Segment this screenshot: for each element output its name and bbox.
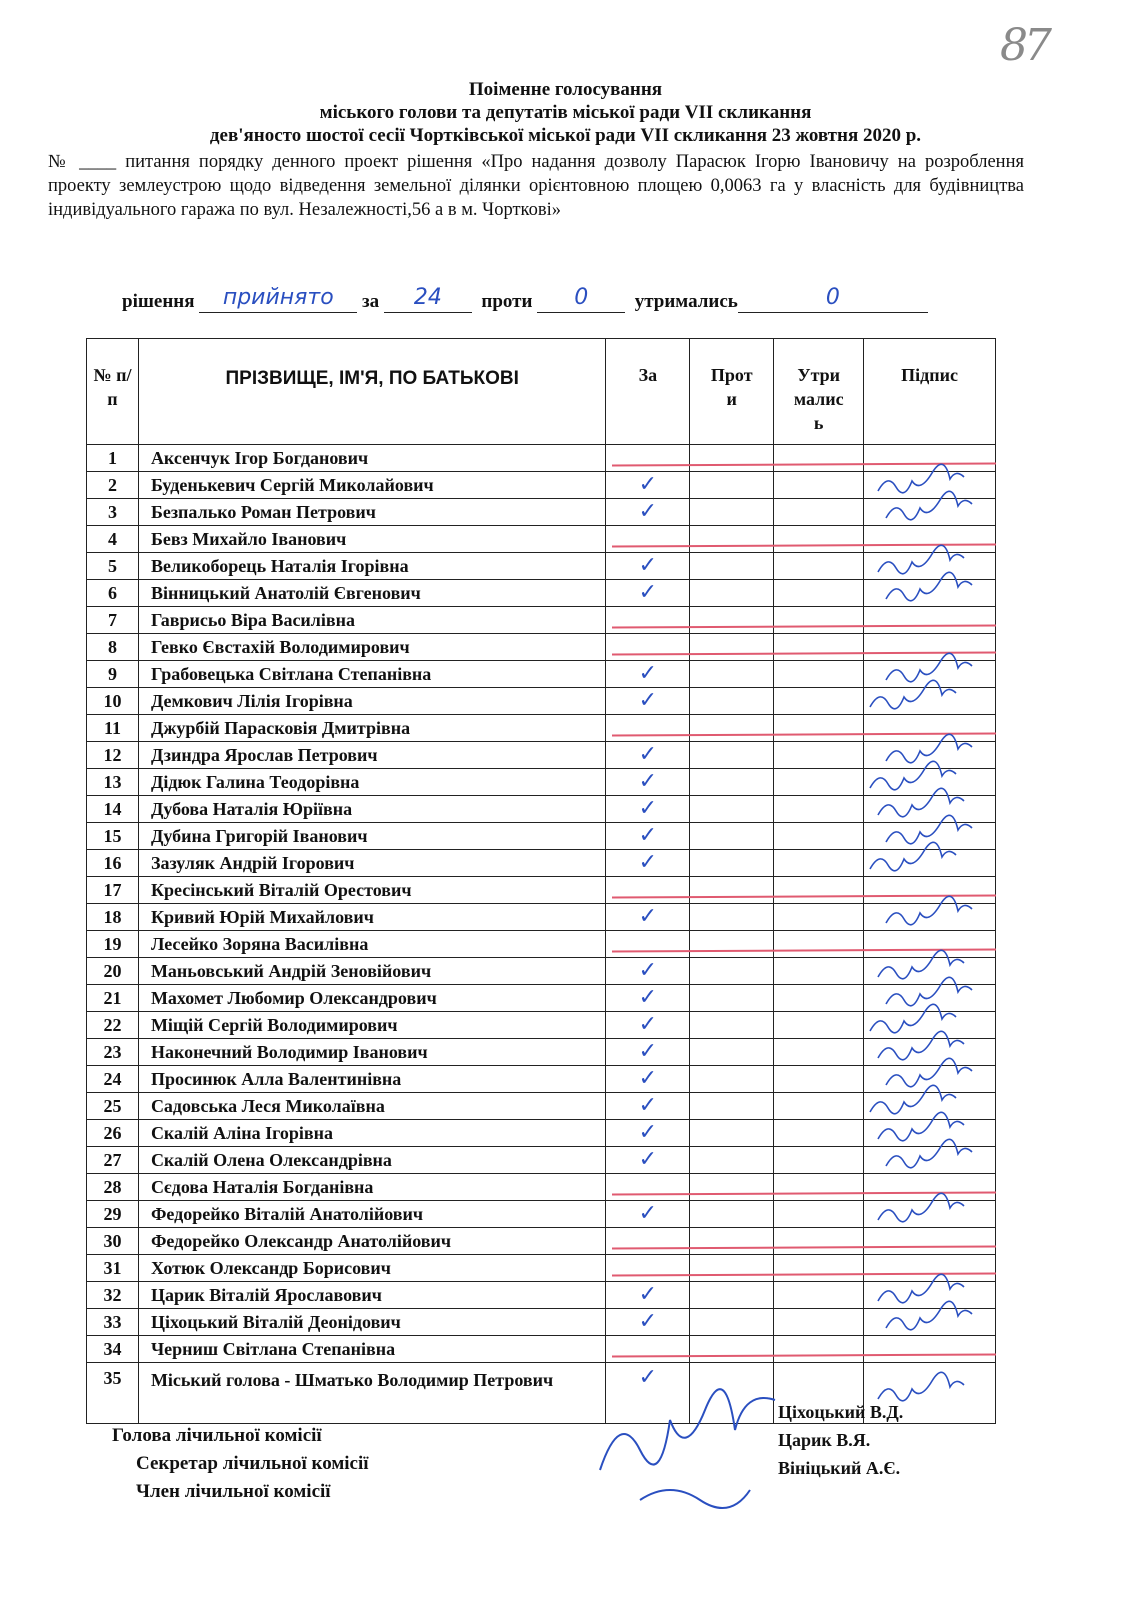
row-against-cell (690, 1336, 774, 1363)
row-signature-cell (864, 1201, 996, 1228)
row-number: 7 (87, 607, 139, 634)
row-abstain-cell (774, 850, 864, 877)
row-name: Джурбій Парасковія Дмитрівна (138, 715, 606, 742)
row-against-cell (690, 1147, 774, 1174)
row-signature-cell (864, 1012, 996, 1039)
row-abstain-cell (774, 931, 864, 958)
col-header-signature: Підпис (864, 339, 996, 445)
row-number: 17 (87, 877, 139, 904)
row-signature-cell (864, 1282, 996, 1309)
row-number: 29 (87, 1201, 139, 1228)
row-signature-cell (864, 1336, 996, 1363)
role-secretary: Секретар лічильної комісії (136, 1453, 369, 1474)
row-against-cell (690, 472, 774, 499)
col-header-abstain: Утри малис ь (774, 339, 864, 445)
row-abstain-cell (774, 1093, 864, 1120)
row-for-mark: ✓ (606, 1012, 690, 1039)
row-for-mark: ✓ (606, 499, 690, 526)
row-signature-cell (864, 958, 996, 985)
row-signature-cell (864, 1066, 996, 1093)
row-number: 35 (87, 1363, 139, 1424)
row-name: Дідюк Галина Теодорівна (138, 769, 606, 796)
decision-label: рішення (122, 291, 195, 312)
row-abstain-cell (774, 958, 864, 985)
row-against-cell (690, 688, 774, 715)
table-row (87, 1039, 996, 1066)
row-number: 23 (87, 1039, 139, 1066)
table-row (87, 904, 996, 931)
row-signature-cell (864, 688, 996, 715)
table-row (87, 580, 996, 607)
abstain-count: 0 (738, 288, 928, 313)
row-abstain-cell (774, 904, 864, 931)
row-for-mark (606, 715, 690, 742)
row-for-mark: ✓ (606, 742, 690, 769)
heading-subtitle: міського голови та депутатів міської ради VII скликання (319, 102, 812, 123)
row-signature-cell (864, 445, 996, 472)
row-name: Скалій Аліна Ігорівна (138, 1120, 606, 1147)
row-abstain-cell (774, 1309, 864, 1336)
row-for-mark: ✓ (606, 553, 690, 580)
table-row (87, 688, 996, 715)
row-for-mark: ✓ (606, 904, 690, 931)
row-name: Грабовецька Світлана Степанівна (138, 661, 606, 688)
row-signature-cell (864, 661, 996, 688)
table-row (87, 1336, 996, 1363)
row-number: 2 (87, 472, 139, 499)
row-abstain-cell (774, 1120, 864, 1147)
row-number: 10 (87, 688, 139, 715)
row-against-cell (690, 715, 774, 742)
row-abstain-cell (774, 1012, 864, 1039)
table-row (87, 985, 996, 1012)
row-for-mark (606, 607, 690, 634)
row-against-cell (690, 931, 774, 958)
row-name: Черниш Світлана Степанівна (138, 1336, 606, 1363)
table-row (87, 445, 996, 472)
col-header-against: Прот и (690, 339, 774, 445)
row-name: Скалій Олена Олександрівна (138, 1147, 606, 1174)
col-header-for: За (606, 339, 690, 445)
table-row (87, 1093, 996, 1120)
row-name: Лесейко Зоряна Василівна (138, 931, 606, 958)
row-for-mark: ✓ (606, 823, 690, 850)
row-against-cell (690, 526, 774, 553)
decision-value: прийнято (199, 288, 357, 313)
col-header-num: № п/п (87, 339, 139, 445)
row-against-cell (690, 580, 774, 607)
decision-line (122, 285, 1002, 313)
row-abstain-cell (774, 715, 864, 742)
row-against-cell (690, 1120, 774, 1147)
row-abstain-cell (774, 499, 864, 526)
row-abstain-cell (774, 526, 864, 553)
row-against-cell (690, 661, 774, 688)
row-name: Міщій Сергій Володимирович (138, 1012, 606, 1039)
row-number: 3 (87, 499, 139, 526)
row-name: Царик Віталій Ярославович (138, 1282, 606, 1309)
row-for-mark (606, 1255, 690, 1282)
row-name: Дубова Наталія Юріївна (138, 796, 606, 823)
row-for-mark (606, 526, 690, 553)
row-abstain-cell (774, 1039, 864, 1066)
row-name: Дубина Григорій Іванович (138, 823, 606, 850)
row-name: Кривий Юрій Михайлович (138, 904, 606, 931)
row-for-mark (606, 445, 690, 472)
row-abstain-cell (774, 607, 864, 634)
row-signature-cell (864, 526, 996, 553)
row-for-mark: ✓ (606, 796, 690, 823)
row-name: Дзиндра Ярослав Петрович (138, 742, 606, 769)
name-chair: Ціхоцький В.Д. (778, 1402, 904, 1422)
row-signature-cell (864, 1228, 996, 1255)
row-against-cell (690, 823, 774, 850)
table-row (87, 1174, 996, 1201)
row-abstain-cell (774, 553, 864, 580)
row-signature-cell (864, 931, 996, 958)
row-for-mark: ✓ (606, 1039, 690, 1066)
table-row (87, 958, 996, 985)
row-abstain-cell (774, 472, 864, 499)
row-number: 12 (87, 742, 139, 769)
against-label: проти (481, 291, 533, 312)
table-row (87, 1066, 996, 1093)
table-row (87, 1255, 996, 1282)
row-abstain-cell (774, 580, 864, 607)
row-against-cell (690, 1282, 774, 1309)
heading-title: Поіменне голосування (468, 79, 663, 100)
row-against-cell (690, 1309, 774, 1336)
row-against-cell (690, 553, 774, 580)
row-number: 34 (87, 1336, 139, 1363)
row-number: 14 (87, 796, 139, 823)
row-name: Ціхоцький Віталій Деонідович (138, 1309, 606, 1336)
row-against-cell (690, 1201, 774, 1228)
row-number: 19 (87, 931, 139, 958)
row-name: Федорейко Олександр Анатолійович (138, 1228, 606, 1255)
row-signature-cell (864, 499, 996, 526)
row-signature-cell (864, 1120, 996, 1147)
row-for-mark (606, 1174, 690, 1201)
row-against-cell (690, 1066, 774, 1093)
row-abstain-cell (774, 1147, 864, 1174)
for-count: 24 (384, 288, 472, 313)
table-row (87, 742, 996, 769)
row-against-cell (690, 1255, 774, 1282)
table-row (87, 796, 996, 823)
vote-table-body (87, 445, 996, 1424)
row-abstain-cell (774, 985, 864, 1012)
row-name: Демкович Лілія Ігорівна (138, 688, 606, 715)
row-signature-cell (864, 877, 996, 904)
row-for-mark: ✓ (606, 1282, 690, 1309)
row-number: 1 (87, 445, 139, 472)
row-number: 20 (87, 958, 139, 985)
row-against-cell (690, 1174, 774, 1201)
row-name: Міський голова - Шматько Володимир Петрович (138, 1363, 606, 1424)
table-row (87, 526, 996, 553)
table-row (87, 715, 996, 742)
row-number: 33 (87, 1309, 139, 1336)
row-name: Гаврисьо Віра Василівна (138, 607, 606, 634)
table-row (87, 1012, 996, 1039)
row-number: 26 (87, 1120, 139, 1147)
row-abstain-cell (774, 1255, 864, 1282)
row-against-cell (690, 742, 774, 769)
table-row (87, 769, 996, 796)
row-for-mark (606, 931, 690, 958)
row-name: Великоборець Наталія Ігорівна (138, 553, 606, 580)
row-name: Маньовський Андрій Зеновійович (138, 958, 606, 985)
row-number: 11 (87, 715, 139, 742)
row-for-mark: ✓ (606, 958, 690, 985)
role-chair: Голова лічильної комісії (112, 1425, 322, 1446)
table-row (87, 931, 996, 958)
row-name: Аксенчук Ігор Богданович (138, 445, 606, 472)
row-abstain-cell (774, 742, 864, 769)
row-for-mark: ✓ (606, 661, 690, 688)
row-name: Зазуляк Андрій Ігорович (138, 850, 606, 877)
row-number: 13 (87, 769, 139, 796)
row-number: 32 (87, 1282, 139, 1309)
table-row (87, 1228, 996, 1255)
row-for-mark: ✓ (606, 1201, 690, 1228)
row-name: Просинюк Алла Валентинівна (138, 1066, 606, 1093)
row-signature-cell (864, 607, 996, 634)
col-header-name: ПРІЗВИЩЕ, ІМ'Я, ПО БАТЬКОВІ (138, 339, 606, 445)
row-for-mark: ✓ (606, 1120, 690, 1147)
row-signature-cell (864, 580, 996, 607)
row-against-cell (690, 1039, 774, 1066)
row-abstain-cell (774, 661, 864, 688)
row-abstain-cell (774, 1282, 864, 1309)
table-row (87, 823, 996, 850)
row-number: 21 (87, 985, 139, 1012)
row-abstain-cell (774, 1336, 864, 1363)
row-abstain-cell (774, 1228, 864, 1255)
row-number: 6 (87, 580, 139, 607)
row-for-mark: ✓ (606, 688, 690, 715)
table-row (87, 661, 996, 688)
row-name: Бевз Михайло Іванович (138, 526, 606, 553)
row-number: 9 (87, 661, 139, 688)
row-for-mark (606, 877, 690, 904)
commission-roles (112, 1422, 369, 1506)
row-for-mark: ✓ (606, 580, 690, 607)
row-abstain-cell (774, 1174, 864, 1201)
abstain-label: утримались (634, 291, 738, 312)
row-for-mark: ✓ (606, 769, 690, 796)
row-signature-cell (864, 904, 996, 931)
row-for-mark (606, 634, 690, 661)
table-row (87, 607, 996, 634)
row-signature-cell (864, 1147, 996, 1174)
row-signature-cell (864, 985, 996, 1012)
row-signature-cell (864, 634, 996, 661)
row-number: 22 (87, 1012, 139, 1039)
table-row (87, 877, 996, 904)
row-for-mark (606, 1336, 690, 1363)
row-against-cell (690, 1093, 774, 1120)
row-against-cell (690, 958, 774, 985)
row-abstain-cell (774, 445, 864, 472)
table-row (87, 1309, 996, 1336)
row-against-cell (690, 499, 774, 526)
row-number: 31 (87, 1255, 139, 1282)
row-signature-cell (864, 1093, 996, 1120)
row-signature-cell (864, 769, 996, 796)
row-number: 27 (87, 1147, 139, 1174)
row-number: 25 (87, 1093, 139, 1120)
row-abstain-cell (774, 769, 864, 796)
row-number: 28 (87, 1174, 139, 1201)
row-name: Садовська Леся Миколаївна (138, 1093, 606, 1120)
row-against-cell (690, 877, 774, 904)
row-signature-cell (864, 1255, 996, 1282)
row-against-cell (690, 769, 774, 796)
page-number: 87 (1000, 20, 1048, 71)
row-for-mark: ✓ (606, 1066, 690, 1093)
row-name: Федорейко Віталій Анатолійович (138, 1201, 606, 1228)
row-signature-cell (864, 1039, 996, 1066)
row-against-cell (690, 796, 774, 823)
row-signature-cell (864, 1309, 996, 1336)
against-count: 0 (537, 288, 625, 313)
row-number: 5 (87, 553, 139, 580)
row-signature-cell (864, 823, 996, 850)
row-abstain-cell (774, 823, 864, 850)
row-for-mark: ✓ (606, 1147, 690, 1174)
role-member: Член лічильної комісії (136, 1481, 331, 1502)
row-abstain-cell (774, 1201, 864, 1228)
table-row (87, 1120, 996, 1147)
row-number: 16 (87, 850, 139, 877)
row-signature-cell (864, 742, 996, 769)
row-name: Наконечний Володимир Іванович (138, 1039, 606, 1066)
row-signature-cell (864, 472, 996, 499)
row-for-mark: ✓ (606, 850, 690, 877)
row-abstain-cell (774, 796, 864, 823)
row-signature-cell (864, 715, 996, 742)
row-name: Махомет Любомир Олександрович (138, 985, 606, 1012)
row-for-mark: ✓ (606, 1093, 690, 1120)
row-number: 30 (87, 1228, 139, 1255)
row-abstain-cell (774, 634, 864, 661)
row-against-cell (690, 850, 774, 877)
row-against-cell (690, 904, 774, 931)
heading-session: дев'яносто шостої сесії Чортківської міської ради VII скликання 23 жовтня 2020 р. (209, 125, 922, 146)
row-signature-cell (864, 796, 996, 823)
table-row (87, 553, 996, 580)
row-number: 18 (87, 904, 139, 931)
row-signature-cell (864, 553, 996, 580)
row-for-mark: ✓ (606, 985, 690, 1012)
commission-names (778, 1398, 903, 1482)
row-for-mark: ✓ (606, 1363, 690, 1424)
row-name: Буденькевич Сергій Миколайович (138, 472, 606, 499)
row-name: Гевко Євстахій Володимирович (138, 634, 606, 661)
agenda-question: № ____ питання порядку денного проект рішення «Про надання дозволу Парасюк Ігорю Івановичу на розроблення проекту землеустрою щодо відведення земельної ділянки орієнтовною площею 0,0063 га у власність для будівництва індивідуального гаража по вул. Незалежності,56 а в м. Чорткові» (48, 152, 1024, 220)
table-row (87, 1201, 996, 1228)
name-secretary: Царик В.Я. (778, 1430, 871, 1450)
row-against-cell (690, 1012, 774, 1039)
row-signature-cell (864, 1174, 996, 1201)
row-for-mark: ✓ (606, 472, 690, 499)
row-number: 4 (87, 526, 139, 553)
for-label: за (362, 291, 380, 312)
row-abstain-cell (774, 1066, 864, 1093)
row-against-cell (690, 634, 774, 661)
row-number: 24 (87, 1066, 139, 1093)
table-row (87, 499, 996, 526)
row-against-cell (690, 607, 774, 634)
row-name: Сєдова Наталія Богданівна (138, 1174, 606, 1201)
row-against-cell (690, 1228, 774, 1255)
row-number: 8 (87, 634, 139, 661)
row-name: Безпалько Роман Петрович (138, 499, 606, 526)
row-number: 15 (87, 823, 139, 850)
row-abstain-cell (774, 877, 864, 904)
row-name: Кресінський Віталій Орестович (138, 877, 606, 904)
table-row (87, 850, 996, 877)
row-against-cell (690, 985, 774, 1012)
table-row (87, 1147, 996, 1174)
row-against-cell (690, 445, 774, 472)
table-row (87, 634, 996, 661)
row-name: Вінницький Анатолій Євгенович (138, 580, 606, 607)
row-for-mark: ✓ (606, 1309, 690, 1336)
table-row (87, 472, 996, 499)
row-abstain-cell (774, 688, 864, 715)
row-for-mark (606, 1228, 690, 1255)
document-heading (0, 78, 1131, 147)
vote-table (86, 338, 996, 1424)
row-name: Хотюк Олександр Борисович (138, 1255, 606, 1282)
row-signature-cell (864, 850, 996, 877)
table-row (87, 1282, 996, 1309)
row-against-cell (690, 1363, 774, 1424)
name-member: Вініцький А.Є. (778, 1458, 901, 1478)
